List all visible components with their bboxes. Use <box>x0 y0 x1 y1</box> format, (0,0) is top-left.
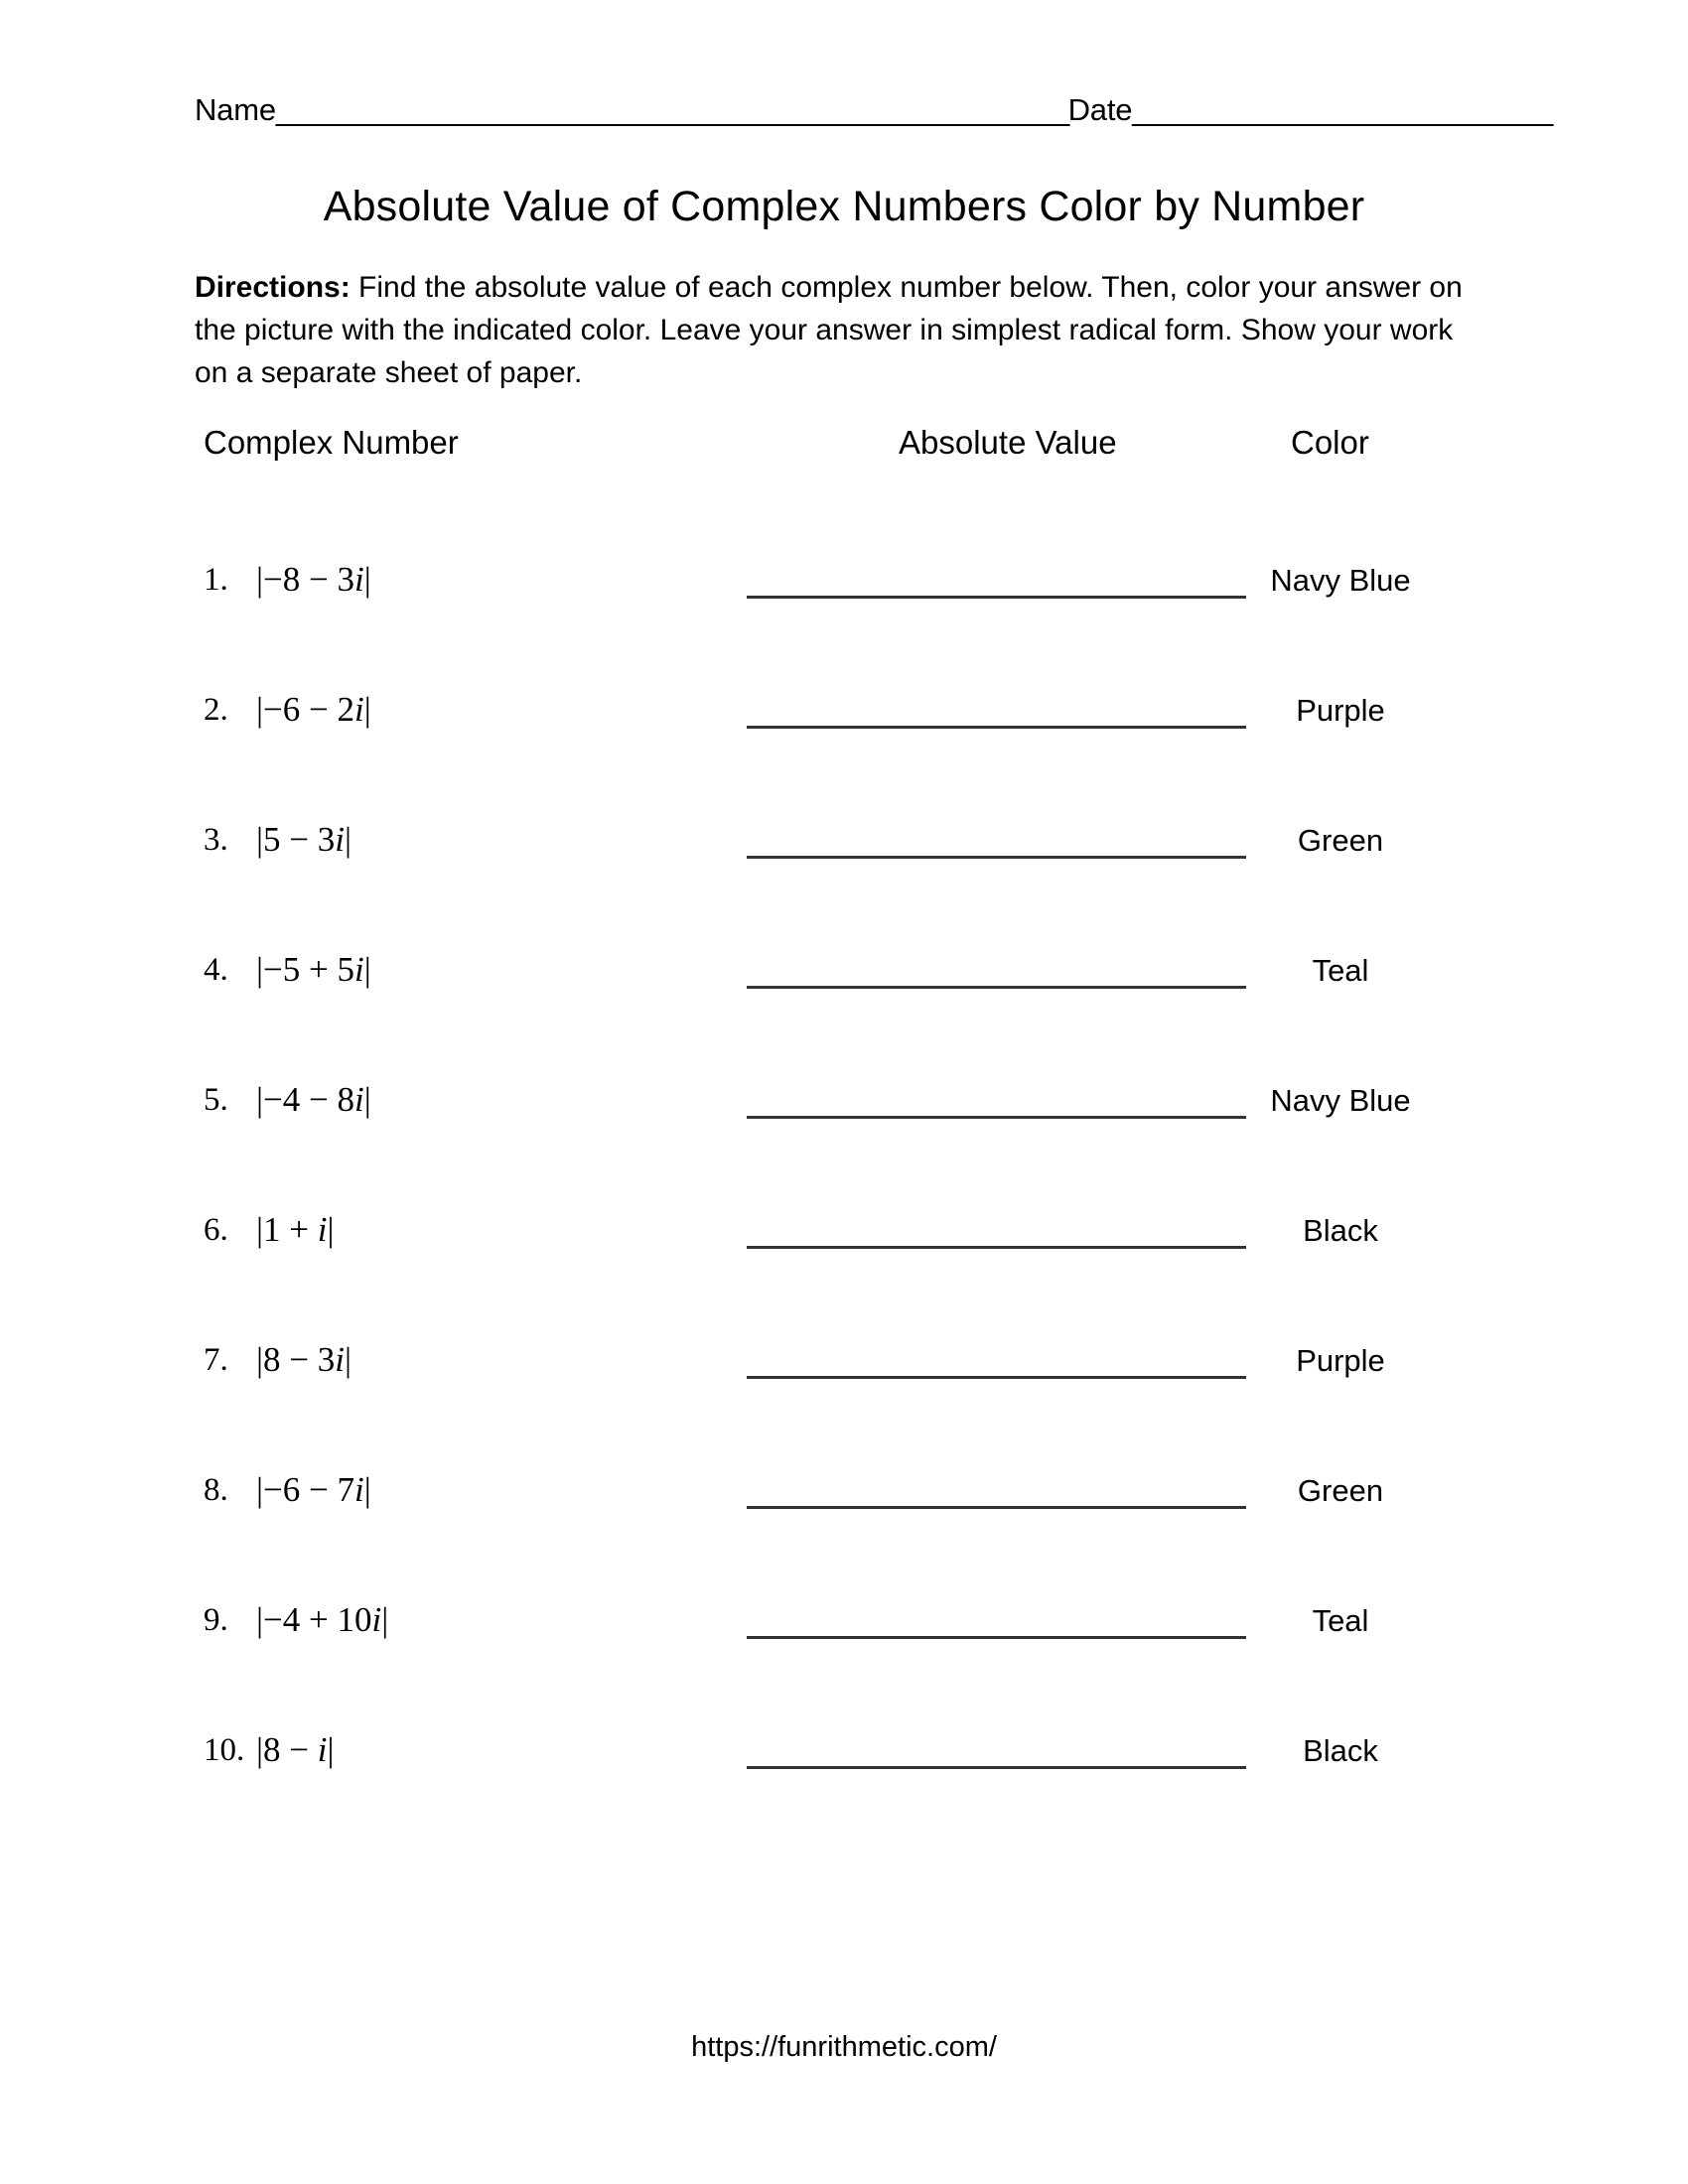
answer-blank[interactable] <box>747 1116 1246 1119</box>
problem-list <box>0 558 1688 1858</box>
expression-prefix: |−4 + 10 <box>256 1600 372 1639</box>
imaginary-unit-symbol: i <box>353 1470 364 1509</box>
problem-number: 3. <box>204 822 228 858</box>
expression-suffix: | <box>344 1340 352 1379</box>
problem-row <box>0 1078 1688 1208</box>
complex-number-expression <box>256 1208 335 1252</box>
expression-suffix: | <box>363 1470 371 1509</box>
problem-number: 5. <box>204 1082 228 1118</box>
problem-number: 4. <box>204 952 228 988</box>
complex-number-expression <box>256 1338 352 1382</box>
answer-blank[interactable] <box>747 1376 1246 1379</box>
expression-suffix: | <box>344 820 352 859</box>
name-blank-rule[interactable]: ___________________________________________________ <box>275 92 1068 127</box>
name-date-header <box>195 91 1552 129</box>
color-label: Teal <box>1312 1603 1369 1638</box>
color-label: Green <box>1297 1473 1384 1508</box>
answer-blank[interactable] <box>747 1506 1246 1509</box>
complex-number-expression <box>256 558 371 602</box>
color-label: Navy Blue <box>1270 1083 1411 1118</box>
answer-blank[interactable] <box>747 596 1246 599</box>
directions-paragraph <box>195 266 1476 394</box>
expression-prefix: |−6 − 7 <box>256 1470 354 1509</box>
complex-number-expression <box>256 818 352 862</box>
expression-prefix: |8 − <box>256 1730 318 1769</box>
answer-blank[interactable] <box>747 726 1246 729</box>
expression-prefix: |8 − 3 <box>256 1340 336 1379</box>
imaginary-unit-symbol: i <box>335 1340 345 1379</box>
color-label: Purple <box>1296 693 1385 728</box>
problem-number: 2. <box>204 692 228 728</box>
answer-blank[interactable] <box>747 1766 1246 1769</box>
color-label: Purple <box>1296 1343 1385 1378</box>
imaginary-unit-symbol: i <box>353 950 364 989</box>
problem-number: 7. <box>204 1342 228 1378</box>
imaginary-unit-symbol: i <box>353 560 364 599</box>
imaginary-unit-symbol: i <box>335 820 345 859</box>
directions-text: Find the absolute value of each complex number below. Then, color your answer on the picture with the indicated color. Leave your answer in simplest radical form. Show your work on a separate sheet of paper. <box>195 271 1463 389</box>
expression-prefix: |−5 + 5 <box>256 950 354 989</box>
expression-prefix: |−8 − 3 <box>256 560 354 599</box>
color-label: Black <box>1303 1733 1378 1768</box>
problem-row <box>0 1728 1688 1858</box>
color-label: Teal <box>1312 953 1369 988</box>
expression-suffix: | <box>327 1730 335 1769</box>
problem-row <box>0 1208 1688 1338</box>
page-title: Absolute Value of Complex Numbers Color by Number <box>323 183 1365 230</box>
expression-suffix: | <box>363 690 371 729</box>
complex-number-expression <box>256 1598 388 1642</box>
expression-suffix: | <box>327 1210 335 1249</box>
expression-prefix: |5 − 3 <box>256 820 336 859</box>
problem-row <box>0 1598 1688 1728</box>
problem-number: 6. <box>204 1212 228 1248</box>
column-headers <box>0 423 1688 469</box>
problem-number: 9. <box>204 1602 228 1638</box>
expression-prefix: |−4 − 8 <box>256 1080 354 1119</box>
color-label: Black <box>1303 1213 1378 1248</box>
answer-blank[interactable] <box>747 856 1246 859</box>
complex-number-expression <box>256 948 371 992</box>
imaginary-unit-symbol: i <box>317 1210 328 1249</box>
column-header-color: Color <box>1291 424 1369 461</box>
footer-url: https://funrithmetic.com/ <box>691 2031 997 2063</box>
complex-number-expression <box>256 688 371 732</box>
answer-blank[interactable] <box>747 1636 1246 1639</box>
expression-suffix: | <box>363 1080 371 1119</box>
directions-label: Directions: <box>195 271 351 304</box>
problem-row <box>0 818 1688 948</box>
imaginary-unit-symbol: i <box>371 1600 382 1639</box>
expression-prefix: |1 + <box>256 1210 318 1249</box>
name-label: Name <box>195 92 276 127</box>
imaginary-unit-symbol: i <box>317 1730 328 1769</box>
answer-blank[interactable] <box>747 1246 1246 1249</box>
problem-number: 1. <box>204 562 228 598</box>
expression-suffix: | <box>381 1600 389 1639</box>
imaginary-unit-symbol: i <box>353 1080 364 1119</box>
complex-number-expression <box>256 1468 371 1512</box>
problem-row <box>0 1468 1688 1598</box>
column-header-complex-number: Complex Number <box>204 424 459 461</box>
problem-number: 10. <box>204 1732 245 1768</box>
expression-suffix: | <box>363 950 371 989</box>
answer-blank[interactable] <box>747 986 1246 989</box>
color-label: Navy Blue <box>1270 563 1411 598</box>
date-blank-rule[interactable]: ___________________________ <box>1132 92 1552 127</box>
problem-number: 8. <box>204 1472 228 1508</box>
problem-row <box>0 1338 1688 1468</box>
expression-suffix: | <box>363 560 371 599</box>
complex-number-expression <box>256 1078 371 1122</box>
color-label: Green <box>1297 823 1384 858</box>
complex-number-expression <box>256 1728 335 1772</box>
problem-row <box>0 558 1688 688</box>
expression-prefix: |−6 − 2 <box>256 690 354 729</box>
problem-row <box>0 688 1688 818</box>
problem-row <box>0 948 1688 1078</box>
column-header-absolute-value: Absolute Value <box>899 424 1117 461</box>
date-label: Date <box>1067 92 1133 127</box>
imaginary-unit-symbol: i <box>353 690 364 729</box>
